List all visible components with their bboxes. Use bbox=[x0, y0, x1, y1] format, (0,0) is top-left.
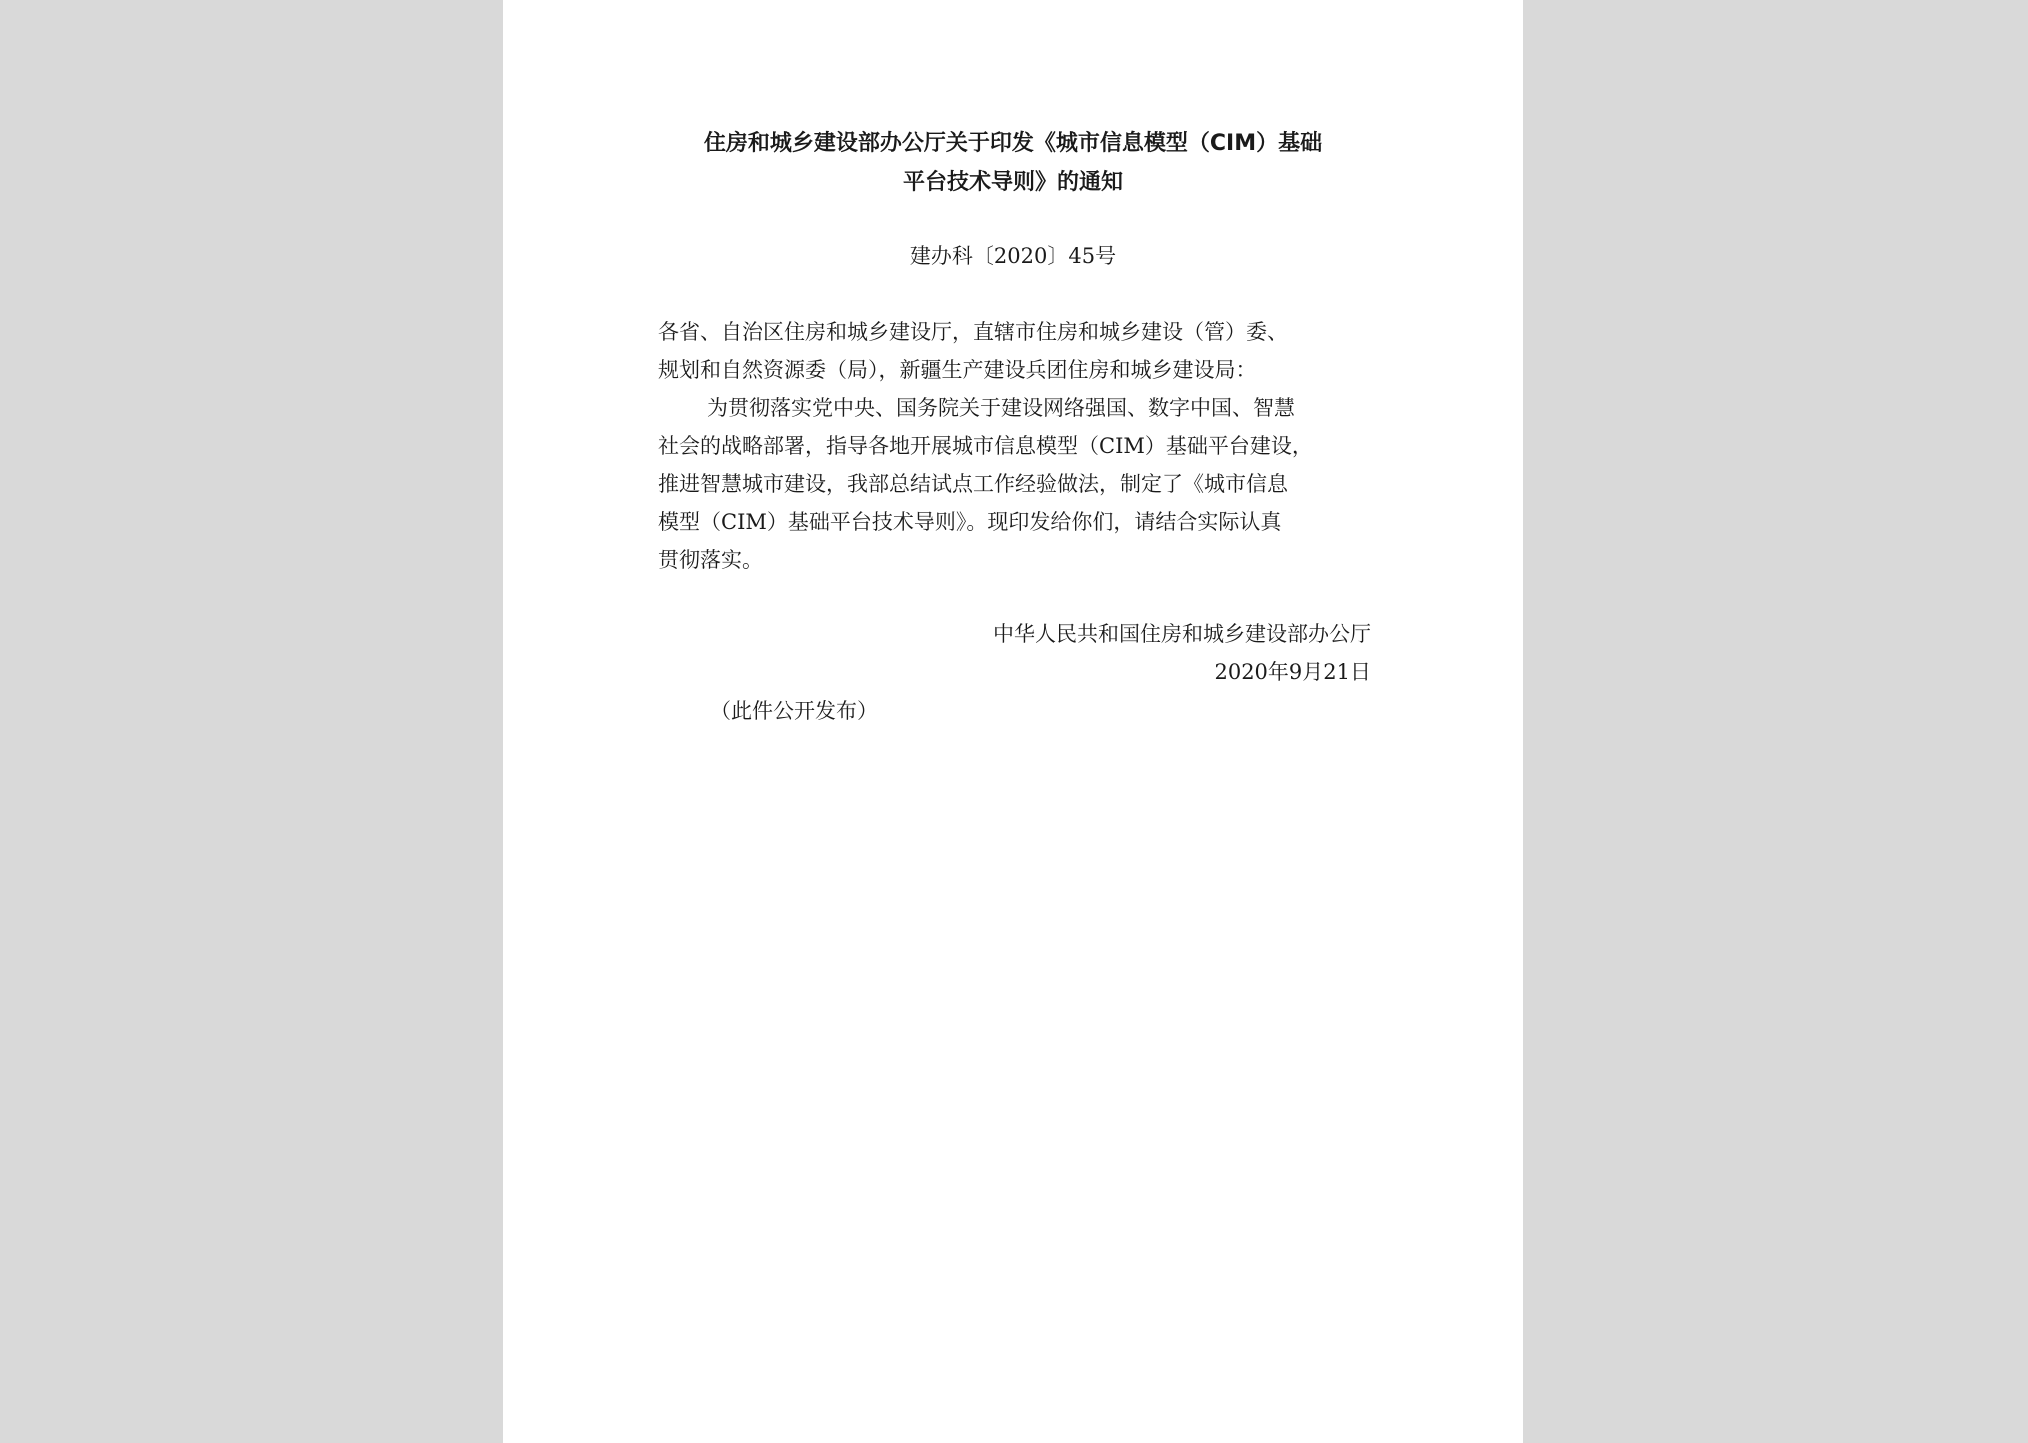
document-page bbox=[503, 0, 1523, 1443]
signature-date: 2020年9月21日 bbox=[1214, 660, 1371, 684]
document-number: 建办科〔2020〕45号 bbox=[909, 244, 1117, 268]
signature-organization: 中华人民共和国住房和城乡建设部办公厅 bbox=[993, 622, 1371, 646]
document-title-line-1: 住房和城乡建设部办公厅关于印发《城市信息模型（CIM）基础 bbox=[703, 131, 1323, 156]
paragraph-line-3: 推进智慧城市建设，我部总结试点工作经验做法，制定了《城市信息 bbox=[658, 472, 1288, 496]
document-title-line-2: 平台技术导则》的通知 bbox=[902, 170, 1123, 195]
paragraph-line-2: 社会的战略部署，指导各地开展城市信息模型（CIM）基础平台建设， bbox=[658, 434, 1313, 458]
paragraph-line-4: 模型（CIM）基础平台技术导则》。现印发给你们，请结合实际认真 bbox=[658, 510, 1282, 534]
publication-note: （此件公开发布） bbox=[710, 699, 878, 723]
addressee-line-1: 各省、自治区住房和城乡建设厅，直辖市住房和城乡建设（管）委、 bbox=[658, 320, 1288, 344]
paragraph-line-5: 贯彻落实。 bbox=[658, 548, 763, 572]
addressee-line-2: 规划和自然资源委（局），新疆生产建设兵团住房和城乡建设局： bbox=[658, 358, 1257, 382]
paragraph-line-1: 为贯彻落实党中央、国务院关于建设网络强国、数字中国、智慧 bbox=[707, 396, 1295, 420]
